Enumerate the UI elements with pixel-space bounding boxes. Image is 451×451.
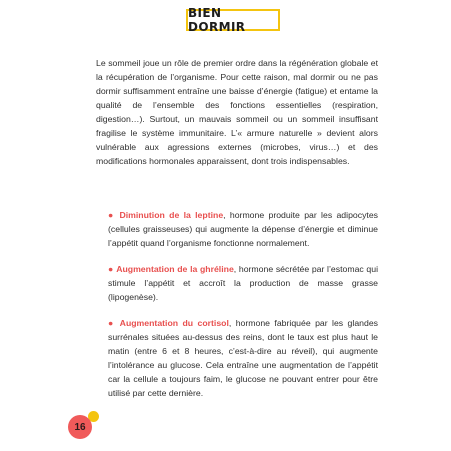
bullet-dot-icon: ●	[108, 264, 114, 274]
intro-paragraph: Le sommeil joue un rôle de premier ordre dans la régénération globale et la récupération de l’organisme. Pour cette raison, mal dormir ou ne pas dormir suffisamment entraîne une baisse d’énergie (fatigue) et entame la qualité de l’ensemble des fonctions essentielles (respiration, digestion…). Surtout, un mauvais sommeil ou un sommeil insuffisant fragilise le système immunitaire. L’« armure naturelle » devient alors vulnérable aux agressions externes (microbes, virus…) et des modifications hormonales apparaissent, dont trois indispensables.	[96, 58, 378, 166]
page-number-badge	[68, 415, 92, 439]
bullet-cortisol	[108, 316, 378, 400]
bullet-title: Augmentation de la ghréline	[116, 264, 234, 274]
bullet-text: , hormone fabriquée par les glandes surrénales situées au-dessus des reins, dont le taux est plus haut le matin (entre 6 et 8 heures, c’est-à-dire au réveil), qui augmente l’intolérance au glucose. Cela entraîne une augmentation de l’appétit car la cellule a toujours faim, le glucose ne pouvant entrer pour être utilisé par cette dernière.	[108, 318, 378, 398]
bullet-text: , hormone produite par les adipocytes (cellules graisseuses) qui augmente la dépense d’énergie et diminue l’appétit quand l’organisme fonctionne normalement.	[108, 210, 379, 248]
page-number: 16	[74, 421, 86, 433]
bullet-title: Diminution de la leptine	[119, 210, 224, 220]
bullet-leptine	[108, 208, 378, 250]
bullet-dot-icon: ●	[108, 318, 116, 328]
bullet-ghreline	[108, 262, 378, 304]
page-title: BIEN DORMIR	[188, 6, 246, 34]
title-box	[186, 6, 280, 34]
bullet-text: , hormone sécrétée par l’estomac qui stimule l’appétit et accroît la production de masse grasse (lipogenèse).	[108, 264, 379, 302]
bullet-title: Augmentation du cortisol	[119, 318, 229, 328]
bullet-dot-icon: ●	[108, 210, 116, 220]
